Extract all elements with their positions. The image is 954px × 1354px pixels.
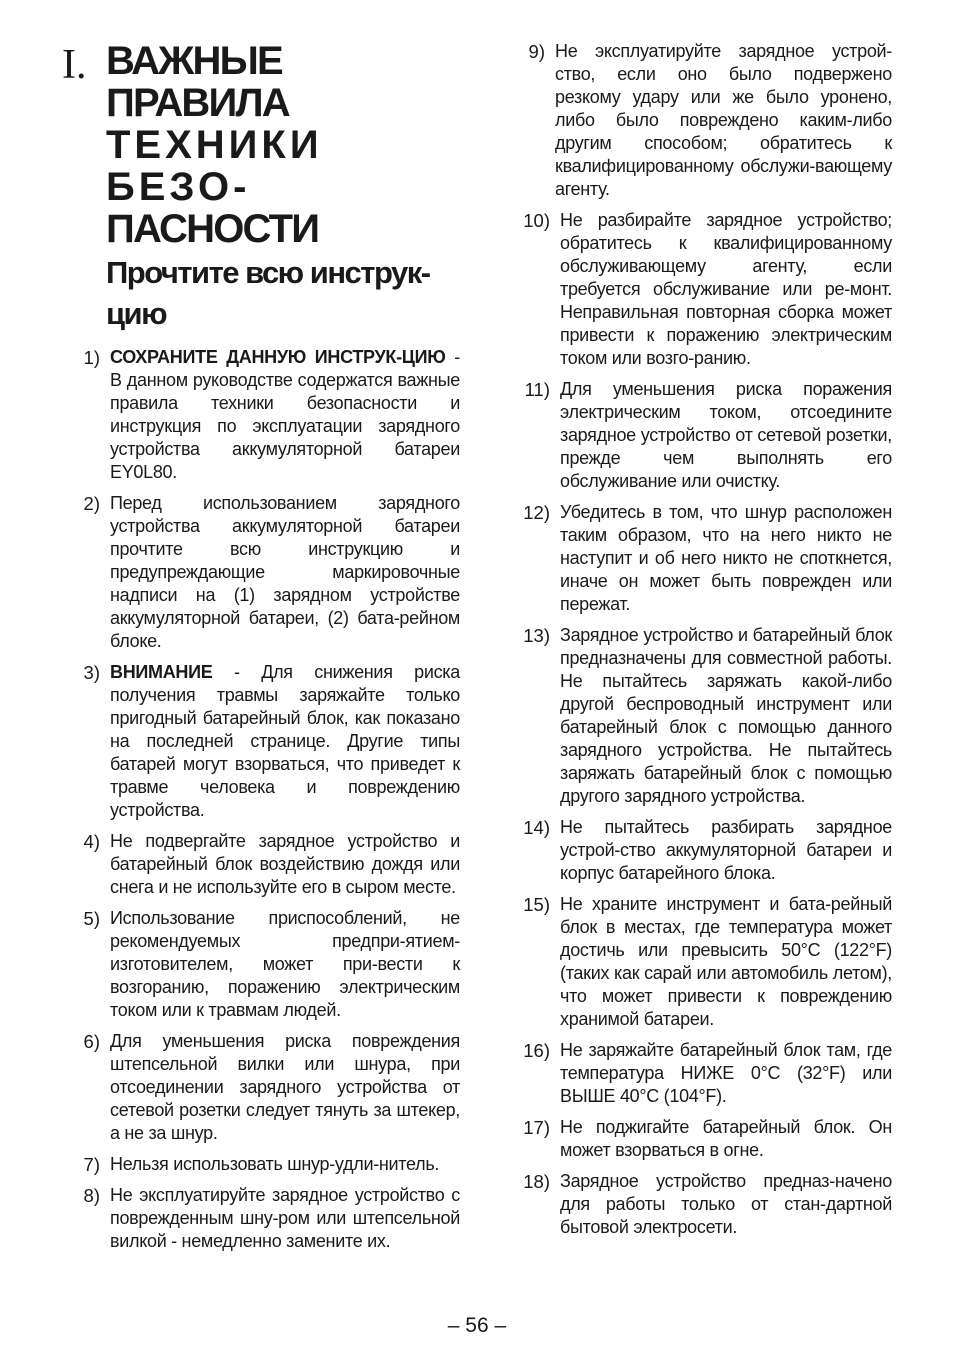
- subtitle-line-2: цию: [106, 296, 167, 331]
- list-item: [505, 40, 892, 201]
- item-body: Не разбирайте зарядное устройство; обратитесь к квалифицированному обслуживающему агенту, если требуется обслуживание или ре-монт. Неправильная повторная сборка может привести к поражению электрическим током или возго-ранию.: [560, 210, 892, 368]
- item-text: [560, 816, 892, 885]
- item-text: [560, 1116, 892, 1162]
- list-item: [60, 661, 460, 822]
- item-number: 3): [83, 662, 100, 683]
- item-number: 18): [523, 1171, 550, 1192]
- item-body: Не заряжайте батарейный блок там, где температура НИЖЕ 0°C (32°F) или ВЫШЕ 40°C (104°F).: [560, 1040, 892, 1106]
- item-body: Не храните инструмент и бата-рейный блок в местах, где температура может достичь или превысить 50°C (122°F) (таких как сарай или автомобиль летом), что может привести к повреждению хранимой батареи.: [560, 894, 892, 1029]
- list-item: [505, 1116, 892, 1162]
- item-text: [560, 893, 892, 1031]
- item-number: 13): [523, 625, 550, 646]
- item-number: 1): [83, 347, 100, 368]
- list-item: [60, 907, 460, 1022]
- item-number: 17): [523, 1117, 550, 1138]
- item-text: [110, 1153, 460, 1176]
- list-item: [505, 816, 892, 885]
- safety-rules-list-left: [60, 346, 460, 1253]
- item-body: Перед использованием зарядного устройства аккумуляторной батареи прочтите всю инструкцию и предупреждающие маркировочные надписи на (1) зарядном устройстве аккумуляторной батареи, (2) бата-рейном блоке.: [110, 493, 460, 651]
- item-body: Не пытайтесь разбирать зарядное устрой-ство аккумуляторной батареи и корпус батарейного блока.: [560, 817, 892, 883]
- item-body: Зарядное устройство и батарейный блок предназначены для совместной работы. Не пытайтесь заряжать какой-либо другой беспроводный инструмент или батарейный блок с помощью данного зарядного устройства. Не пытайтесь заряжать батарейный блок с помощью другого зарядного устройства.: [560, 625, 892, 806]
- list-item: [505, 378, 892, 493]
- list-item: [505, 1170, 892, 1239]
- item-text: [560, 501, 892, 616]
- list-item: [505, 501, 892, 616]
- item-body: Использование приспособлений, не рекомендуемых предпри-ятием-изготовителем, может при-вести к возгоранию, поражению электрическим током или к травмам людей.: [110, 908, 460, 1020]
- item-body: - Для снижения риска получения травмы заряжайте только пригодный батарейный блок, как показано на последней странице. Другие типы батарей могут взорваться, что приведет к травме человека и повреждению устройства.: [110, 662, 460, 820]
- safety-rules-list-right: [505, 40, 892, 1239]
- item-text: [110, 346, 460, 484]
- item-text: [110, 907, 460, 1022]
- title-line-3: ПАСНОСТИ: [106, 207, 319, 251]
- item-body: Не поджигайте батарейный блок. Он может взорваться в огне.: [560, 1117, 892, 1160]
- item-number: 2): [83, 493, 100, 514]
- list-item: [60, 1153, 460, 1176]
- list-item: [505, 1039, 892, 1108]
- title-line-2: ТЕХНИКИ БЕЗО-: [106, 123, 323, 209]
- list-item: [60, 492, 460, 653]
- item-text: [560, 1039, 892, 1108]
- item-body: Зарядное устройство предназ-начено для работы только от стан-дартной бытовой электросети.: [560, 1171, 892, 1237]
- item-body: Не эксплуатируйте зарядное устрой-ство, если оно было подвержено резкому удару или же было уронено, либо было повреждено каким-либо другим способом; обратитесь к квалифицированному обслужи-вающему агенту.: [555, 41, 892, 199]
- item-number: 9): [528, 41, 545, 62]
- section-heading: [60, 40, 460, 334]
- item-number: 10): [523, 210, 550, 231]
- item-text: [560, 624, 892, 808]
- item-emphasis: СОХРАНИТЕ ДАННУЮ ИНСТРУК-ЦИЮ: [110, 347, 446, 367]
- item-text: [110, 661, 460, 822]
- item-text: [560, 378, 892, 493]
- list-item: [60, 346, 460, 484]
- item-text: [560, 209, 892, 370]
- item-body: Убедитесь в том, что шнур расположен таким образом, что на него никто не наступит и об него никто не споткнется, иначе он может быть поврежден или пережат.: [560, 502, 892, 614]
- list-item: [60, 830, 460, 899]
- item-text: [110, 1030, 460, 1145]
- item-number: 15): [523, 894, 550, 915]
- item-text: [110, 492, 460, 653]
- item-number: 7): [83, 1154, 100, 1175]
- section-subtitle: [106, 252, 460, 334]
- list-item: [505, 893, 892, 1031]
- title-line-1: ВАЖНЫЕ ПРАВИЛА: [106, 39, 289, 125]
- item-text: [110, 1184, 460, 1253]
- subtitle-line-1: Прочтите всю инструк-: [106, 255, 430, 290]
- list-item: [60, 1184, 460, 1253]
- item-body: Для уменьшения риска повреждения штепсельной вилки или шнура, при отсоединении зарядного устройства от сетевой розетки следует тянуть за штекер, а не за шнур.: [110, 1031, 460, 1143]
- item-number: 6): [83, 1031, 100, 1052]
- item-body: Не подвергайте зарядное устройство и батарейный блок воздействию дождя или снега и не используйте его в сыром месте.: [110, 831, 460, 897]
- section-title: [106, 40, 460, 250]
- item-body: Не эксплуатируйте зарядное устройство с поврежденным шну-ром или штепсельной вилкой - немедленно замените их.: [110, 1185, 460, 1251]
- item-emphasis: ВНИМАНИЕ: [110, 662, 213, 682]
- list-item: [505, 209, 892, 370]
- item-body: Нельзя использовать шнур-удли-нитель.: [110, 1154, 440, 1174]
- item-number: 4): [83, 831, 100, 852]
- item-text: [110, 830, 460, 899]
- right-column: [505, 40, 892, 1247]
- page-number: – 56 –: [447, 1314, 507, 1337]
- item-body: Для уменьшения риска поражения электрическим током, отсоедините зарядное устройство от сетевой розетки, прежде чем выполнять его обслуживание или очистку.: [560, 379, 892, 491]
- item-body: - В данном руководстве содержатся важные правила техники безопасности и инструкция по эксплуатации зарядного устройства аккумуляторной батареи EY0L80.: [110, 347, 460, 482]
- item-text: [560, 1170, 892, 1239]
- item-text: [555, 40, 892, 201]
- item-number: 16): [523, 1040, 550, 1061]
- item-number: 5): [83, 908, 100, 929]
- item-number: 14): [523, 817, 550, 838]
- list-item: [60, 1030, 460, 1145]
- item-number: 12): [523, 502, 550, 523]
- section-numeral: I.: [62, 42, 87, 88]
- left-column: [60, 0, 460, 1261]
- item-number: 8): [83, 1185, 100, 1206]
- list-item: [505, 624, 892, 808]
- item-number: 11): [524, 379, 550, 400]
